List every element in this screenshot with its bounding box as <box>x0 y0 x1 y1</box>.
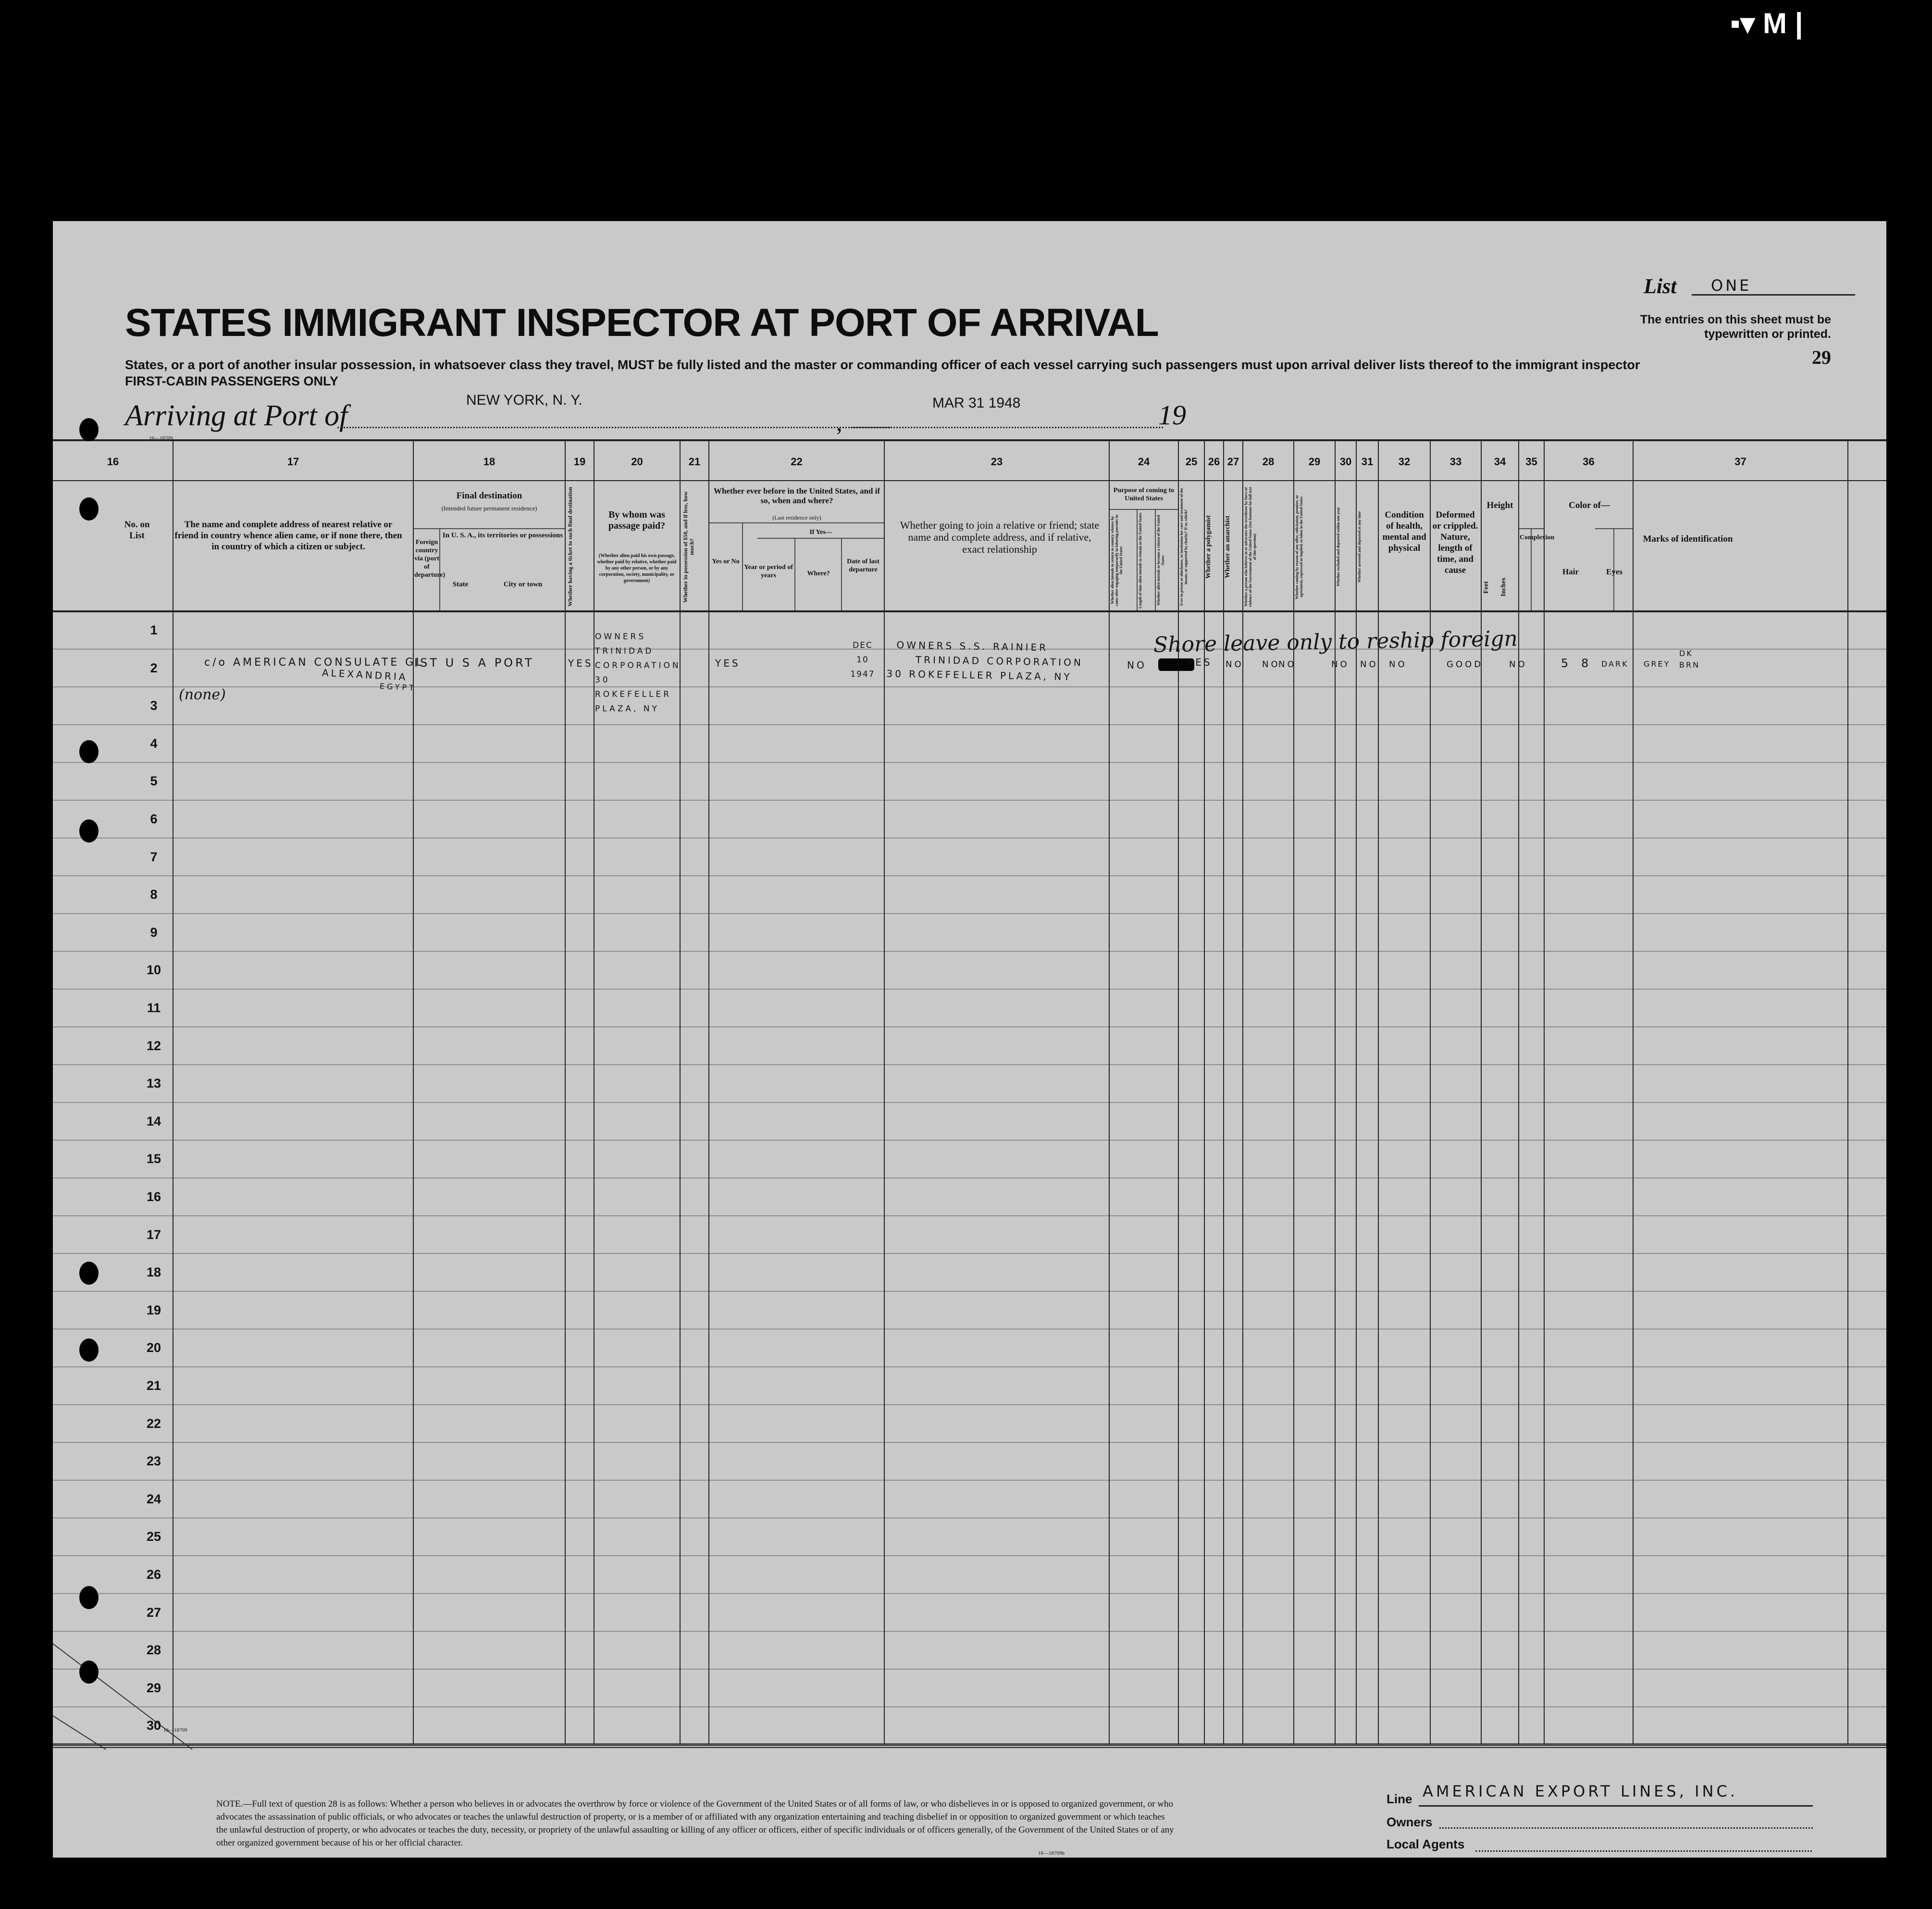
row-number: 20 <box>146 1340 161 1355</box>
header-34-inches: Inches <box>1500 578 1507 597</box>
punch-hole <box>79 497 99 521</box>
year-label: 19 <box>1158 399 1186 431</box>
column-number: 19 <box>573 456 586 468</box>
entry-purpose-citizen: YES <box>1187 657 1213 668</box>
row-number: 17 <box>146 1227 161 1242</box>
list-label: List <box>1644 274 1677 298</box>
header-22-ifyes: If Yes— <box>809 529 832 536</box>
header-22-title: Whether ever before in the United States, and if so, when and where? <box>713 486 880 505</box>
header-21: Whether in possession of $50, and if less, how much? <box>682 491 695 603</box>
corner-marks: ▪▾ M | <box>1730 7 1803 39</box>
instructions: The entries on this sheet must be typewritten or printed. <box>1640 313 1831 341</box>
entry-joining-line1: OWNERS S.S. RAINIER <box>896 639 1049 654</box>
owners-label: Owners <box>1387 1815 1433 1829</box>
header-36-eyes: Eyes <box>1606 567 1622 576</box>
header-30: Whether excluded and deported within one year <box>1336 507 1340 587</box>
entry-eyes <box>1679 648 1700 671</box>
entry-anarchist: NO <box>1278 659 1297 669</box>
column-number: 27 <box>1227 456 1239 468</box>
subtitle-line-1: States, or a port of another insular possession, in whatsoever class they travel, MUST be fully listed and the master or commanding officer of each vessel carrying such passengers must upon arrival deliver lists thereof to the immigrant inspector <box>125 358 1640 372</box>
row-number: 22 <box>146 1416 161 1431</box>
column-number: 34 <box>1494 456 1506 468</box>
entry-hair: GREY <box>1644 659 1671 669</box>
entry-overthrow: NO <box>1331 659 1350 669</box>
form-code-side: 16—18709 <box>163 1727 187 1733</box>
column-number: 20 <box>631 456 643 468</box>
manifest-sheet <box>53 221 1886 1858</box>
column-number: 23 <box>991 456 1003 468</box>
entry-complexion: DARK <box>1601 659 1629 669</box>
row-number: 23 <box>146 1454 161 1469</box>
row-number: 25 <box>146 1529 161 1544</box>
header-33: Deformed or crippled. Nature, length of time, and cause <box>1432 510 1478 575</box>
header-36-title: Color of— <box>1569 500 1610 510</box>
punch-hole <box>79 1586 99 1609</box>
row-number: 27 <box>146 1605 161 1620</box>
list-value: ONE <box>1711 276 1752 295</box>
form-code-bottom: 16—18709b <box>1038 1850 1065 1856</box>
port-value: NEW YORK, N. Y. <box>466 392 582 408</box>
punch-hole <box>79 1339 99 1362</box>
entry-health: GOOD <box>1447 659 1484 669</box>
entry-passage-line4: 30 ROKEFELLER <box>595 675 672 699</box>
column-number: 21 <box>688 456 701 468</box>
entry-joining-line3: 30 ROKEFELLER PLAZA, NY <box>886 668 1072 683</box>
punch-hole <box>79 1262 99 1285</box>
column-number: 25 <box>1185 456 1198 468</box>
column-number: 18 <box>483 456 495 468</box>
row-number: 21 <box>146 1378 161 1393</box>
entry-passage-line2: TRINIDAD <box>595 646 654 656</box>
punch-hole <box>79 418 99 441</box>
entry-purpose-return: NO <box>1127 659 1147 671</box>
header-24-title: Purpose of coming to United States <box>1113 487 1175 502</box>
entry-passage-line3: CORPORATION <box>595 661 681 670</box>
column-number: 37 <box>1734 456 1746 468</box>
column-number: 17 <box>287 456 299 468</box>
header-19: Whether having a ticket to such final destination <box>567 487 573 607</box>
row-number: 1 <box>150 623 158 637</box>
row-number: 14 <box>146 1114 161 1128</box>
entry-relative-line1: c/o AMERICAN CONSULATE GL <box>204 657 424 669</box>
row-number: 10 <box>146 963 161 978</box>
entry-ticket: YES <box>568 657 594 669</box>
header-18-usa: In U. S. A., its territories or possessions <box>442 532 563 539</box>
local-agents-label: Local Agents <box>1387 1837 1465 1851</box>
row-number: 12 <box>146 1038 161 1053</box>
header-34-title: Height <box>1486 500 1513 510</box>
header-26: Whether a polygamist <box>1205 515 1212 579</box>
row-number: 19 <box>146 1302 161 1317</box>
header-24-b: Length of time alien intends to remain in the United States <box>1138 512 1142 608</box>
row-number: 7 <box>150 849 158 864</box>
row-number: 30 <box>146 1718 161 1733</box>
entry-fifty-dollars: YES <box>715 657 741 669</box>
header-27: Whether an anarchist <box>1224 515 1231 579</box>
column-number: 30 <box>1339 456 1352 468</box>
row-number: 18 <box>146 1265 161 1280</box>
header-35: Complexion <box>1520 534 1555 541</box>
entry-deformed: NO <box>1509 659 1527 669</box>
row-number: 13 <box>146 1076 161 1091</box>
entry-relative-line2: ALEXANDRIA <box>322 667 409 683</box>
header-22-sub: (Last residence only) <box>772 514 821 521</box>
column-number: 35 <box>1525 456 1537 468</box>
header-18-foreign: Foreign country via (port of departure) <box>414 539 446 579</box>
row-number: 3 <box>150 698 158 713</box>
line-value: AMERICAN EXPORT LINES, INC. <box>1423 1782 1738 1800</box>
entry-relative-line3: EGYPT <box>379 682 417 693</box>
row-number: 28 <box>146 1643 161 1658</box>
header-18-city: City or town <box>503 581 543 588</box>
date-value: MAR 31 1948 <box>932 395 1021 411</box>
header-34-feet: Feet <box>1483 581 1490 594</box>
header-17: The name and complete address of nearest relative or friend in country whence alien came, or if none there, then in country of which a citizen or subject. <box>174 520 402 552</box>
header-20-title: By whom was passage paid? <box>608 509 666 531</box>
line-underline <box>1419 1805 1813 1807</box>
column-number: 29 <box>1308 456 1321 468</box>
row-number: 8 <box>150 887 158 902</box>
entry-polygamist: NO <box>1262 659 1280 669</box>
column-number: 36 <box>1583 456 1595 468</box>
column-number: 22 <box>791 456 803 468</box>
line-label: Line <box>1387 1792 1412 1806</box>
header-24-c: Whether alien intends to become a citizen of the United States <box>1156 515 1165 606</box>
header-22-yesno: Yes or No <box>712 558 740 565</box>
entry-passage-line1: OWNERS <box>595 632 646 642</box>
entry-joining <box>886 637 1083 684</box>
header-36-hair: Hair <box>1562 567 1579 576</box>
header-31: Whether arrested and deported at any time <box>1357 511 1362 583</box>
agents-dots <box>1475 1850 1812 1852</box>
column-number: 26 <box>1208 456 1220 468</box>
comma: , <box>836 409 842 436</box>
header-24-a: Whether alien intends to return to country whence he came after engaging temporarily in laboring pursuits in the United States <box>1110 515 1123 606</box>
entry-height-inches: 8 <box>1581 657 1591 670</box>
row-number: 26 <box>146 1567 161 1582</box>
header-18-title: Final destination <box>456 491 522 501</box>
row-number: 16 <box>146 1190 161 1204</box>
entry-departure-day: 10 <box>856 655 869 665</box>
header-22-year: Year or period of years <box>744 564 793 579</box>
header-20-sub: (Whether alien paid his own passage, whether paid by relative, whether paid by any other person, or by any corporation, society, municipality, or government) <box>597 553 677 583</box>
entry-departure-year: 1947 <box>850 669 875 679</box>
row-number: 11 <box>147 1001 161 1015</box>
entry-last-departure <box>846 638 879 682</box>
page-number: 29 <box>1812 347 1831 368</box>
column-number: 24 <box>1138 456 1150 468</box>
entry-departure-month: DEC <box>853 641 873 650</box>
entry-passage-paid <box>595 630 681 716</box>
punch-hole <box>79 819 99 843</box>
header-18-state: State <box>452 581 469 588</box>
entry-prison: NO <box>1226 659 1244 669</box>
column-number: 33 <box>1449 456 1462 468</box>
row-number: 24 <box>146 1491 161 1506</box>
header-37: Marks of identification <box>1643 534 1733 544</box>
entry-height-feet: 5 <box>1561 657 1571 670</box>
column-number: 31 <box>1361 456 1374 468</box>
row-number: 6 <box>150 812 158 826</box>
row-number: 9 <box>150 925 158 940</box>
entry-eyes-line2: BRN <box>1679 660 1700 669</box>
punch-hole <box>79 1661 99 1684</box>
owners-dots <box>1439 1827 1813 1829</box>
header-18-sub: (Intended future permanent residence) <box>441 505 537 512</box>
entry-destination: IST U S A PORT <box>414 656 534 669</box>
row-number: 29 <box>146 1680 161 1695</box>
arriving-label: Arriving at Port of <box>125 399 348 432</box>
header-29: Whether coming by reason of any offer, solicitation, promise, or agreement, expressed or implied, to labor in the United States <box>1295 495 1303 599</box>
header-16: No. on List <box>124 520 150 541</box>
page-title: STATES IMMIGRANT INSPECTOR AT PORT OF ARRIVAL <box>125 301 1159 345</box>
row-number: 4 <box>150 736 158 751</box>
column-number: 16 <box>107 456 119 468</box>
header-32: Condition of health, mental and physical <box>1382 510 1426 553</box>
entry-excluded: NO <box>1389 659 1407 669</box>
header-23: Whether going to join a relative or friend; state name and complete address, and if relative, exact relationship <box>900 519 1100 555</box>
punch-hole <box>79 740 99 763</box>
entry-joining-line2: TRINIDAD CORPORATION <box>915 654 1083 669</box>
entry-passage-line5: PLAZA, NY <box>595 704 659 714</box>
row-number: 5 <box>150 774 158 789</box>
entry-relative-row2: (none) <box>179 686 226 703</box>
form-code-top: 16—18709 <box>149 435 173 441</box>
header-22-where: Where? <box>807 570 830 577</box>
entry-eyes-line1: DK <box>1679 649 1693 658</box>
column-number: 28 <box>1262 456 1275 468</box>
subtitle-line-2: FIRST-CABIN PASSENGERS ONLY <box>125 374 339 388</box>
header-22-date: Date of last departure <box>847 558 879 573</box>
row-number: 2 <box>150 660 158 675</box>
row-number: 15 <box>146 1152 161 1166</box>
header-25: Ever in prison or almshouse, or institution for care and treatment of the insane, or supported by charity? If so, which? <box>1179 488 1188 606</box>
footnote: NOTE.—Full text of question 28 is as follows: Whether a person who believes in or advocates the overthrow by force or violence of the Government of the United States or of all forms of law, or who disbelieves in or is opposed to organized government, or who advocates the assassination of public officials, or who advocates or teaches the unlawful destruction of property, or is a member of or affiliated with any organization entertaining and teaching disbelief in or opposition to organized government or which teaches the unlawful destruction of property, or who advocates or teaches the duty, necessity, or propriety of the unlawful assaulting or killing of any officer or officers, either of specific individuals or of officers generally, of the Government of the United States or of any other organized government because of his or her official character. <box>216 1799 1174 1848</box>
entry-labor-offer: NO <box>1360 659 1378 669</box>
header-28: Whether a person who believes in or advocates the overthrow by force or violence of the Government of the United States (See footnote for full text of this question) <box>1244 487 1257 607</box>
column-number: 32 <box>1398 456 1411 468</box>
entry-shore-leave-note: Shore leave only to reship foreign <box>1153 626 1518 657</box>
